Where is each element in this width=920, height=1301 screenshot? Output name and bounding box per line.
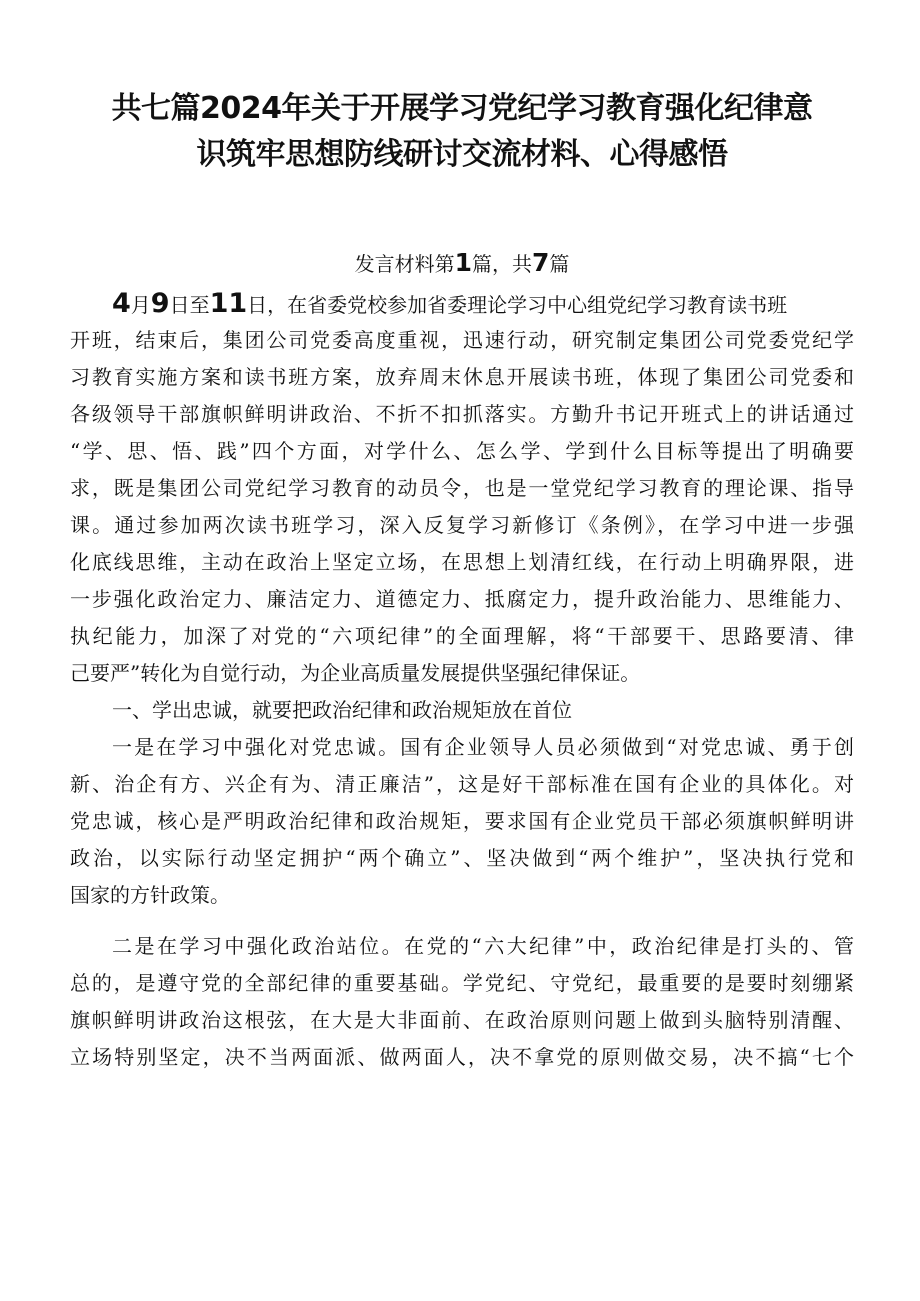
paragraph-line: 习教育实施方案和读书班方案，放弃周末休息开展读书班，体现了集团公司党委和 xyxy=(70,365,854,389)
section-heading-text: 一、学出忠诚，就要把政治纪律和政治规矩放在首位 xyxy=(112,698,572,722)
paragraph-1 xyxy=(70,285,854,692)
document-subtitle xyxy=(70,246,854,281)
paragraph-line: 化底线思维，主动在政治上坚定立场，在思想上划清红线，在行动上明确界限，进 xyxy=(70,550,854,574)
document-title xyxy=(70,86,854,178)
subtitle-prefix: 发言材料第 xyxy=(354,252,455,276)
section-heading-1 xyxy=(70,692,854,729)
p1-num-1: 4 xyxy=(112,288,131,319)
p1-num-2: 9 xyxy=(150,288,170,319)
p1-txt-1: 月 xyxy=(130,293,151,317)
paragraph-line: 课。通过参加两次读书班学习，深入反复学习新修订《条例》，在学习中进一步强 xyxy=(70,513,854,537)
paragraph-line: 各级领导干部旗帜鲜明讲政治、不折不扣抓落实。方勤升书记开班式上的讲话通过 xyxy=(70,402,854,426)
title-line-1: 共七篇2024年关于开展学习党纪学习教育强化纪律意 xyxy=(111,91,813,126)
paragraph-line: 立场特别坚定，决不当两面派、做两面人，决不拿党的原则做交易，决不搞“七个 xyxy=(70,1045,854,1069)
paragraph-line: 二是在学习中强化政治站位。在党的“六大纪律”中，政治纪律是打头的、管 xyxy=(112,934,854,958)
paragraph-3 xyxy=(70,729,854,914)
paragraph-line: 开班，结束后，集团公司党委高度重视，迅速行动，研究制定集团公司党委党纪学 xyxy=(70,328,854,352)
paragraph-line: 总的，是遵守党的全部纪律的重要基础。学党纪、守党纪，最重要的是要时刻绷紧 xyxy=(70,971,854,995)
subtitle-num-2: 7 xyxy=(532,248,550,277)
paragraph-line: “学、思、悟、践”四个方面，对学什么、怎么学、学到什么目标等提出了明确要 xyxy=(70,439,854,463)
paragraph-line: 国家的方针政策。 xyxy=(70,883,230,907)
subtitle-num-1: 1 xyxy=(454,248,472,277)
p1-num-3: 11 xyxy=(209,288,248,319)
paragraph-1-line-1 xyxy=(70,285,854,322)
paragraph-line: 新、治企有方、兴企有为、清正廉洁”，这是好干部标准在国有企业的具体化。对 xyxy=(70,772,854,796)
title-line-2: 识筑牢思想防线研讨交流材料、心得感悟 xyxy=(196,137,728,172)
paragraph-line: 执纪能力，加深了对党的“六项纪律”的全面理解，将“干部要干、思路要清、律 xyxy=(70,624,854,648)
paragraph-line: 旗帜鲜明讲政治这根弦，在大是大非面前、在政治原则问题上做到头脑特别清醒、 xyxy=(70,1008,854,1032)
paragraph-line: 己要严”转化为自觉行动，为企业高质量发展提供坚强纪律保证。 xyxy=(70,661,641,685)
paragraph-line: 一步强化政治定力、廉洁定力、道德定力、抵腐定力，提升政治能力、思维能力、 xyxy=(70,587,854,611)
paragraph-line: 党忠诚，核心是严明政治纪律和政治规矩，要求国有企业党员干部必须旗帜鲜明讲 xyxy=(70,809,854,833)
p1-txt-2: 日至 xyxy=(169,293,210,317)
paragraph-line: 一是在学习中强化对党忠诚。国有企业领导人员必须做到“对党忠诚、勇于创 xyxy=(112,735,854,759)
paragraph-line: 求，既是集团公司党纪学习教育的动员令，也是一堂党纪学习教育的理论课、指导 xyxy=(70,476,854,500)
paragraph-4 xyxy=(70,928,854,1076)
subtitle-middle: 篇，共 xyxy=(472,252,532,276)
p1-txt-3: 日，在省委党校参加省委理论学习中心组党纪学习教育读书班 xyxy=(247,293,788,317)
subtitle-suffix: 篇 xyxy=(549,252,570,276)
paragraph-line: 政治，以实际行动坚定拥护“两个确立”、坚决做到“两个维护”，坚决执行党和 xyxy=(70,846,854,870)
